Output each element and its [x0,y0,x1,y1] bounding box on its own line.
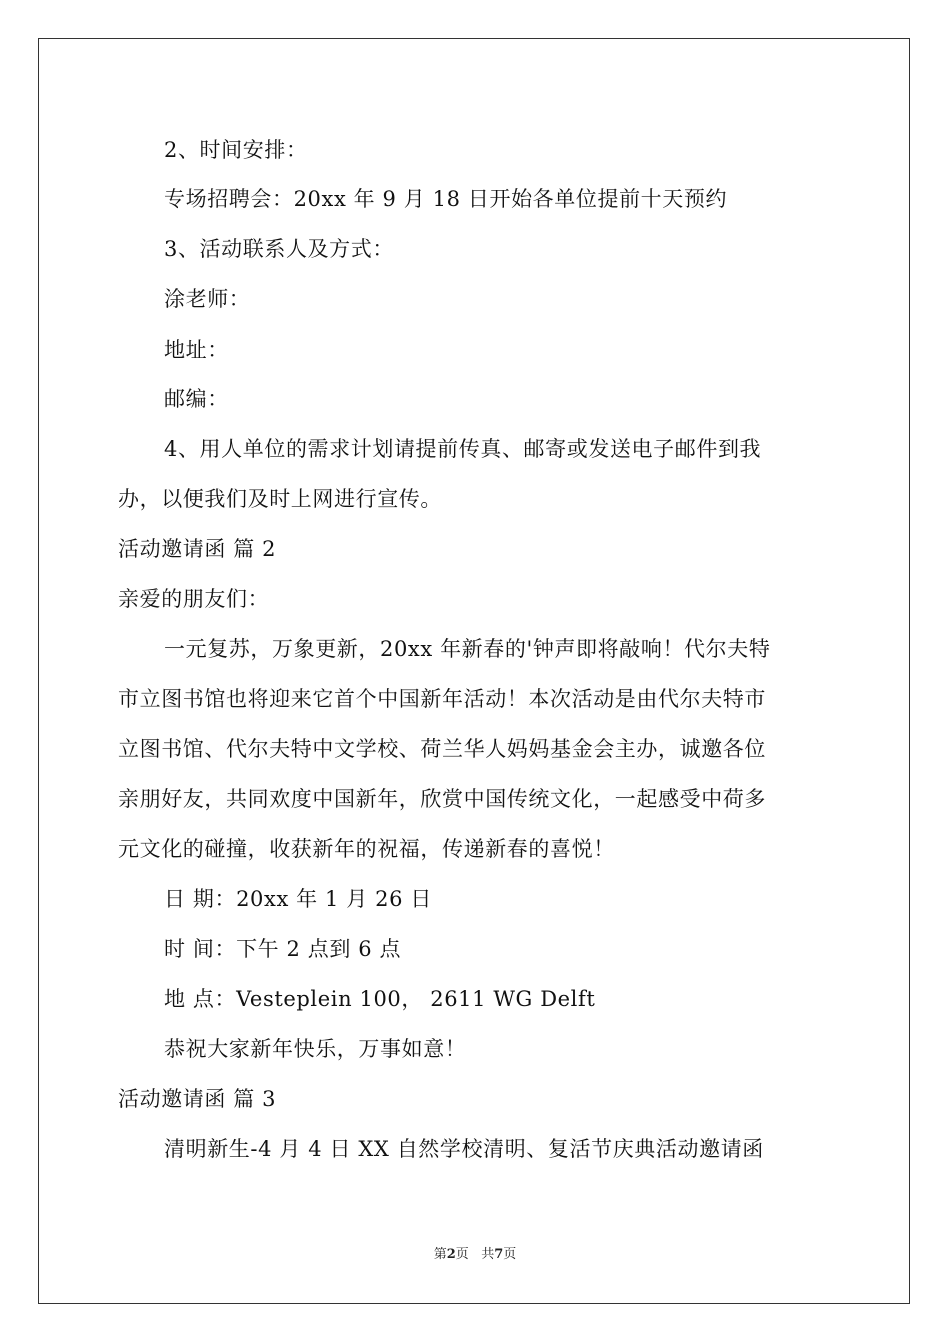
invitation-2-title: 活动邀请函 篇 2 [118,537,277,561]
contact-address: 地址： [164,338,229,362]
event-time: 时 间：下午 2 点到 6 点 [164,937,402,961]
page-frame [38,38,910,1304]
event-location: 地 点：Vesteplein 100， 2611 WG Delft [164,987,596,1011]
closing-greeting: 恭祝大家新年快乐，万事如意！ [164,1037,467,1061]
contact-teacher: 涂老师： [164,287,251,311]
event-date: 日 期：20xx 年 1 月 26 日 [164,887,432,911]
section-4-paragraph-line-2: 办，以便我们及时上网进行宣传。 [118,487,442,511]
salutation: 亲爱的朋友们： [118,587,270,611]
contact-postcode: 邮编： [164,387,229,411]
invitation-paragraph-line-1: 一元复苏，万象更新，20xx 年新春的'钟声即将敲响！代尔夫特 [164,637,771,661]
job-fair-schedule: 专场招聘会：20xx 年 9 月 18 日开始各单位提前十天预约 [164,187,728,211]
section-2-heading: 2、时间安排： [164,138,308,162]
page-prefix: 第 [433,1247,447,1262]
section-3-heading: 3、活动联系人及方式： [164,237,394,261]
invitation-paragraph-line-2: 市立图书馆也将迎来它首个中国新年活动！本次活动是由代尔夫特市 [118,687,766,711]
page-footer [0,1246,950,1264]
invitation-3-title: 活动邀请函 篇 3 [118,1087,277,1111]
total-suffix: 页 [503,1247,517,1262]
total-prefix: 共 [481,1247,495,1262]
page-number: 2 [446,1247,456,1262]
page-suffix: 页 [455,1247,469,1262]
invitation-paragraph-line-3: 立图书馆、代尔夫特中文学校、荷兰华人妈妈基金会主办，诚邀各位 [118,737,766,761]
invitation-3-subject: 清明新生-4 月 4 日 XX 自然学校清明、复活节庆典活动邀请函 [164,1137,764,1161]
invitation-paragraph-line-4: 亲朋好友，共同欢度中国新年，欣赏中国传统文化，一起感受中荷多 [118,787,766,811]
total-pages: 7 [494,1247,504,1262]
section-4-paragraph-line-1: 4、用人单位的需求计划请提前传真、邮寄或发送电子邮件到我 [164,437,762,461]
invitation-paragraph-line-5: 元文化的碰撞，收获新年的祝福，传递新春的喜悦！ [118,837,615,861]
